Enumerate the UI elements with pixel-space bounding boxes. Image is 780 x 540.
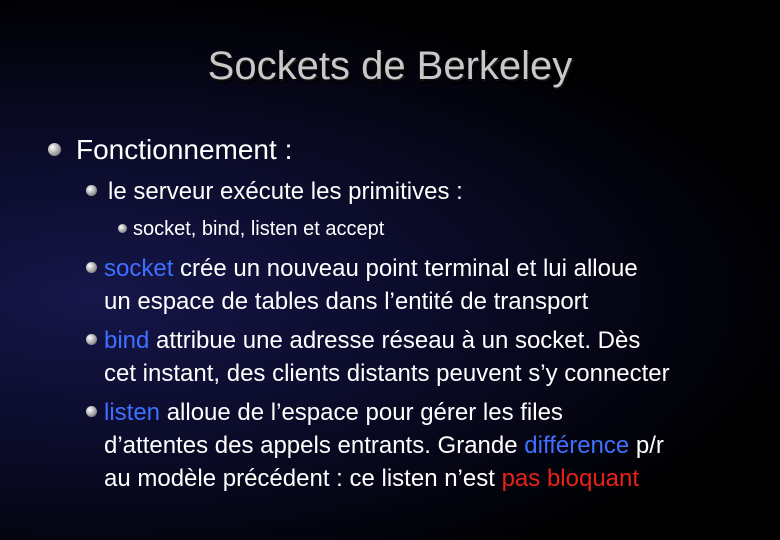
item-text: d’attentes des appels entrants. Grande bbox=[104, 432, 525, 459]
highlight-difference: différence bbox=[524, 432, 630, 459]
item-socket bbox=[86, 252, 776, 318]
bullet-dot-icon bbox=[86, 185, 97, 196]
item-listen-line1 bbox=[104, 396, 563, 429]
bullet-dot-icon bbox=[86, 262, 97, 273]
bullet-level2-text: le serveur exécute les primitives : bbox=[108, 178, 463, 205]
item-socket-line1 bbox=[104, 252, 638, 285]
item-text: alloue de l’espace pour gérer les files bbox=[160, 399, 563, 426]
emphasis-pas-bloquant: pas bloquant bbox=[501, 465, 640, 492]
item-text: attribue une adresse réseau à un socket. Dès bbox=[149, 327, 641, 354]
bullet-dot-icon bbox=[86, 334, 97, 345]
item-text: p/r bbox=[629, 432, 664, 459]
bullet-dot-icon bbox=[48, 143, 61, 156]
item-bind-line1 bbox=[104, 324, 640, 357]
item-listen-line2 bbox=[86, 429, 776, 462]
bullet-level1 bbox=[48, 134, 292, 166]
item-bind-line2: cet instant, des clients distants peuvent s’y connecter bbox=[104, 360, 670, 387]
bullet-dot-icon bbox=[86, 406, 97, 417]
bullet-level2 bbox=[86, 178, 463, 206]
item-text: crée un nouveau point terminal et lui alloue bbox=[173, 255, 638, 282]
bullet-level1-text: Fonctionnement : bbox=[76, 134, 293, 165]
bullet-level3 bbox=[118, 218, 384, 241]
keyword-bind: bind bbox=[104, 327, 150, 354]
item-listen-line3 bbox=[86, 462, 776, 495]
item-socket-line2: un espace de tables dans l’entité de transport bbox=[104, 288, 589, 315]
keyword-listen: listen bbox=[104, 399, 161, 426]
item-text: au modèle précédent : ce listen n’est bbox=[104, 465, 502, 492]
bullet-level3-text: socket, bind, listen et accept bbox=[133, 218, 385, 240]
item-listen bbox=[86, 396, 776, 495]
item-bind bbox=[86, 324, 776, 390]
slide-title: Sockets de Berkeley bbox=[207, 44, 573, 88]
bullet-dot-icon bbox=[118, 224, 127, 233]
keyword-socket: socket bbox=[104, 255, 174, 282]
